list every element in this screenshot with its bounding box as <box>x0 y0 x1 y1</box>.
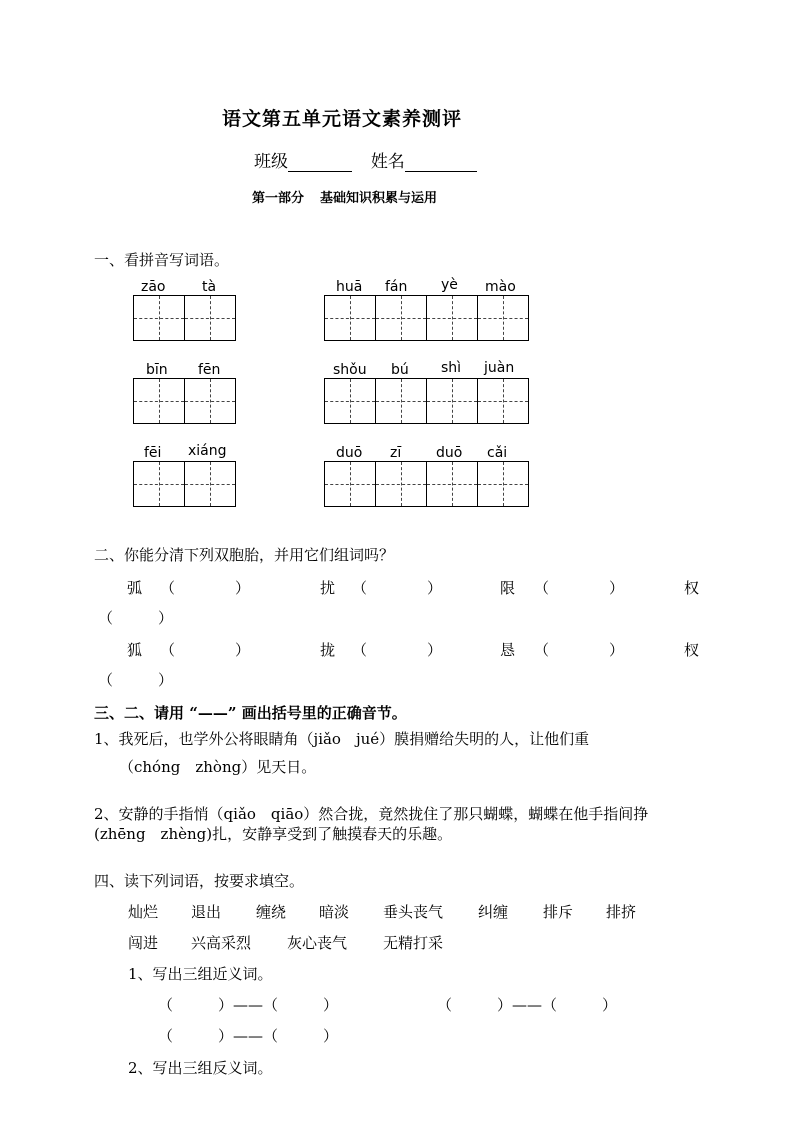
vocab-word: 闯进 <box>128 934 159 952</box>
pinyin: xiáng <box>188 443 227 459</box>
q2-heading: 二、你能分清下列双胞胎，并用它们组词吗？ <box>94 546 395 564</box>
grid-cell[interactable] <box>426 295 478 341</box>
pinyin: fēn <box>198 362 221 378</box>
part-label: 第一部分 <box>252 191 305 206</box>
pinyin: duō <box>336 445 363 461</box>
pinyin: juàn <box>484 360 515 376</box>
page-title: 语文第五单元语文素养测评 <box>222 108 463 130</box>
vocab-word: 灿烂 <box>128 903 159 921</box>
grid-cell[interactable] <box>324 295 376 341</box>
vocab-word: 缠绕 <box>256 903 287 921</box>
class-blank[interactable] <box>288 153 352 172</box>
vocab-word: 纠缠 <box>478 903 509 921</box>
grid-cell[interactable] <box>133 378 185 424</box>
vocab-word: 垂头丧气 <box>383 903 444 921</box>
grid-cell[interactable] <box>375 295 427 341</box>
pinyin: zāo <box>141 279 166 295</box>
q3-item1-line1: 1、我死后，也学外公将眼睛角（jiǎo jué）膜捐赠给失明的人，让他们重 <box>94 730 590 748</box>
name-label: 姓名 <box>370 152 405 172</box>
answer-paren[interactable]: （ ） <box>534 641 625 659</box>
pinyin: shì <box>441 360 462 376</box>
pinyin: fán <box>385 279 408 295</box>
twin-char: 扰 <box>320 579 336 597</box>
grid-cell[interactable] <box>426 378 478 424</box>
pinyin: duō <box>436 445 463 461</box>
writing-grid[interactable] <box>324 461 529 507</box>
grid-cell[interactable] <box>477 461 529 507</box>
vocab-word: 排斥 <box>543 903 574 921</box>
grid-cell[interactable] <box>375 461 427 507</box>
answer-paren[interactable]: （ ） <box>98 609 174 627</box>
answer-paren[interactable]: （ ） <box>160 641 251 659</box>
q3-heading: 三、二、请用 “——” 画出括号里的正确音节。 <box>94 704 407 722</box>
grid-cell[interactable] <box>477 378 529 424</box>
grid-cell[interactable] <box>324 378 376 424</box>
twin-char: 恳 <box>500 641 516 659</box>
answer-paren[interactable]: （ ） <box>352 641 443 659</box>
grid-cell[interactable] <box>184 461 236 507</box>
grid-cell[interactable] <box>375 378 427 424</box>
vocab-word: 无精打采 <box>383 934 444 952</box>
answer-paren[interactable]: （ ） <box>352 579 443 597</box>
q3-item2-line2: (zhēng zhèng)扎，安静享受到了触摸春天的乐趣。 <box>94 825 453 843</box>
class-label: 班级 <box>254 152 288 172</box>
q1-heading: 一、看拼音写词语。 <box>94 251 230 269</box>
pinyin: bú <box>391 362 409 378</box>
answer-pair[interactable]: （ ）——（ ） <box>158 996 339 1014</box>
vocab-word: 暗淡 <box>319 903 350 921</box>
grid-cell[interactable] <box>324 461 376 507</box>
q4-heading: 四、读下列词语，按要求填空。 <box>94 872 305 890</box>
writing-grid[interactable] <box>324 378 529 424</box>
twin-char: 杈 <box>684 641 700 659</box>
pinyin: shǒu <box>333 362 367 378</box>
q4-sub2: 2、写出三组反义词。 <box>128 1059 273 1077</box>
answer-paren[interactable]: （ ） <box>534 579 625 597</box>
writing-grid[interactable] <box>133 378 236 424</box>
writing-grid[interactable] <box>324 295 529 341</box>
q3-item1-line2: （chóng zhòng）见天日。 <box>119 758 317 776</box>
part-name: 基础知识积累与运用 <box>320 191 438 206</box>
twin-char: 权 <box>684 579 700 597</box>
answer-pair[interactable]: （ ）——（ ） <box>437 996 618 1014</box>
q3-item2-line1: 2、安静的手指悄（qiǎo qiāo）然合拢，竟然拢住了那只蝴蝶，蝴蝶在他手指间挣 <box>94 805 649 823</box>
grid-cell[interactable] <box>133 461 185 507</box>
part-heading <box>252 187 437 206</box>
vocab-word: 排挤 <box>606 903 637 921</box>
pinyin: tà <box>202 279 217 295</box>
twin-char: 限 <box>500 579 516 597</box>
writing-grid[interactable] <box>133 295 236 341</box>
name-blank[interactable] <box>405 153 477 172</box>
pinyin: cǎi <box>487 445 508 461</box>
pinyin: zī <box>390 445 402 461</box>
pinyin: mào <box>485 279 516 295</box>
answer-paren[interactable]: （ ） <box>160 579 251 597</box>
pinyin: yè <box>441 277 458 293</box>
pinyin: fēi <box>144 445 162 461</box>
grid-cell[interactable] <box>477 295 529 341</box>
vocab-word: 兴高采烈 <box>191 934 252 952</box>
grid-cell[interactable] <box>184 295 236 341</box>
grid-cell[interactable] <box>426 461 478 507</box>
q4-sub1: 1、写出三组近义词。 <box>128 965 273 983</box>
grid-cell[interactable] <box>133 295 185 341</box>
twin-char: 弧 <box>127 579 143 597</box>
answer-paren[interactable]: （ ） <box>98 671 174 689</box>
student-info <box>254 147 477 172</box>
writing-grid[interactable] <box>133 461 236 507</box>
vocab-word: 灰心丧气 <box>287 934 348 952</box>
answer-pair[interactable]: （ ）——（ ） <box>158 1027 339 1045</box>
pinyin: huā <box>336 279 363 295</box>
twin-char: 拢 <box>320 641 336 659</box>
pinyin: bīn <box>146 362 168 378</box>
vocab-word: 退出 <box>191 903 222 921</box>
grid-cell[interactable] <box>184 378 236 424</box>
twin-char: 狐 <box>127 641 143 659</box>
